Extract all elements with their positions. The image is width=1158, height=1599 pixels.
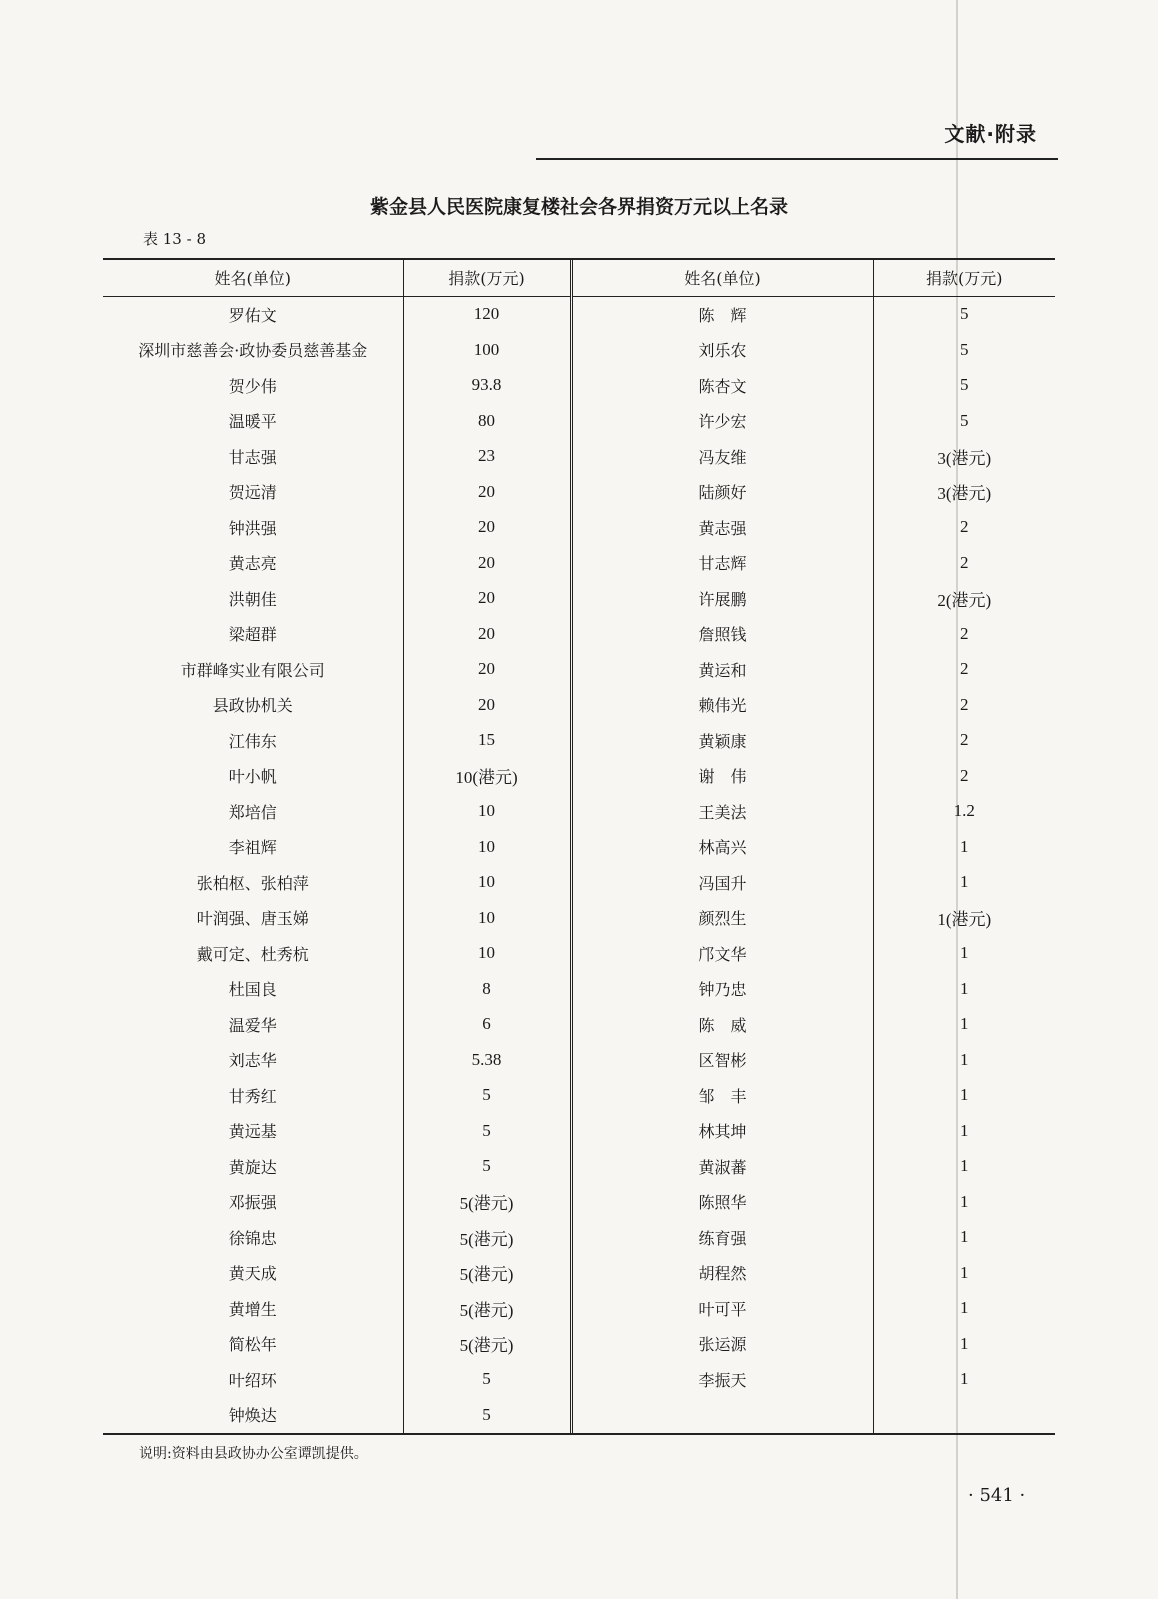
donation-amount-right: 1 bbox=[960, 1156, 969, 1176]
donor-name-right: 刘乐农 bbox=[571, 332, 873, 368]
donation-amount-left: 100 bbox=[403, 332, 571, 368]
donor-name-left: 深圳市慈善会·政协委员慈善基金 bbox=[103, 332, 403, 368]
donation-table-container bbox=[103, 258, 1055, 1435]
donation-amount-left: 5 bbox=[403, 1113, 571, 1149]
table-row bbox=[103, 1078, 1055, 1114]
donor-name-right: 詹照钱 bbox=[571, 616, 873, 652]
donor-name-left: 甘志强 bbox=[103, 439, 403, 475]
table-row bbox=[103, 403, 1055, 439]
donor-name-right: 林其坤 bbox=[571, 1113, 873, 1149]
donation-amount-right: 2 bbox=[960, 765, 969, 785]
donor-name-left: 李祖辉 bbox=[103, 829, 403, 865]
donation-amount-right: 2 bbox=[960, 623, 969, 643]
donor-name-right: 胡程然 bbox=[571, 1255, 873, 1291]
donor-name-right: 冯国升 bbox=[571, 865, 873, 901]
donor-name-right: 许展鹏 bbox=[571, 581, 873, 617]
table-row bbox=[103, 900, 1055, 936]
donation-amount-right: 3(港元) bbox=[937, 448, 992, 468]
donor-name-right: 陆颜好 bbox=[571, 474, 873, 510]
donor-name-left: 杜国良 bbox=[103, 971, 403, 1007]
donor-name-left: 市群峰实业有限公司 bbox=[103, 652, 403, 688]
donor-name-left: 洪朝佳 bbox=[103, 581, 403, 617]
donation-amount-left: 5(港元) bbox=[403, 1326, 571, 1362]
donation-amount-left: 5 bbox=[403, 1078, 571, 1114]
donation-amount-right: 5 bbox=[960, 304, 969, 324]
table-body bbox=[103, 296, 1055, 1433]
donation-amount-left: 5(港元) bbox=[403, 1291, 571, 1327]
donor-name-left: 戴可定、杜秀杭 bbox=[103, 936, 403, 972]
table-row bbox=[103, 1220, 1055, 1256]
donation-amount-left: 23 bbox=[403, 439, 571, 475]
donation-amount-right: 1(港元) bbox=[937, 910, 992, 930]
donor-name-left: 徐锦忠 bbox=[103, 1220, 403, 1256]
donor-name-right: 黄淑蕃 bbox=[571, 1149, 873, 1185]
table-row bbox=[103, 1362, 1055, 1398]
donor-name-left: 黄增生 bbox=[103, 1291, 403, 1327]
donor-name-left: 温爱华 bbox=[103, 1007, 403, 1043]
table-label: 表 13 - 8 bbox=[143, 230, 207, 248]
donor-name-left: 邓振强 bbox=[103, 1184, 403, 1220]
donor-name-right: 练育强 bbox=[571, 1220, 873, 1256]
donation-amount-right: 2 bbox=[960, 694, 969, 714]
donor-name-right: 陈照华 bbox=[571, 1184, 873, 1220]
donation-amount-right: 1 bbox=[960, 836, 969, 856]
donation-amount-right: 1 bbox=[960, 1014, 969, 1034]
donation-amount-right: 5 bbox=[960, 375, 969, 395]
donation-amount-left: 5 bbox=[403, 1362, 571, 1398]
donation-amount-right: 1 bbox=[960, 1227, 969, 1247]
donation-amount-right: 1.2 bbox=[953, 801, 975, 821]
donation-amount-right: 1 bbox=[960, 978, 969, 998]
table-row bbox=[103, 332, 1055, 368]
donation-amount-right: 1 bbox=[960, 1298, 969, 1318]
table-header-row bbox=[103, 260, 1055, 297]
table-row bbox=[103, 510, 1055, 546]
donation-amount-left: 80 bbox=[403, 403, 571, 439]
table-row bbox=[103, 439, 1055, 475]
donor-name-left: 钟洪强 bbox=[103, 510, 403, 546]
donation-amount-right: 2 bbox=[960, 730, 969, 750]
table-row bbox=[103, 1326, 1055, 1362]
table-row bbox=[103, 1184, 1055, 1220]
header-name-right: 姓名(单位) bbox=[571, 260, 873, 297]
table-row bbox=[103, 296, 1055, 332]
page-number: · 541 · bbox=[968, 1485, 1026, 1506]
donor-name-left: 江伟东 bbox=[103, 723, 403, 759]
donation-amount-left: 20 bbox=[403, 545, 571, 581]
donor-name-left: 张柏枢、张柏萍 bbox=[103, 865, 403, 901]
table-row bbox=[103, 474, 1055, 510]
donor-name-right: 钟乃忠 bbox=[571, 971, 873, 1007]
donor-name-left: 贺少伟 bbox=[103, 368, 403, 404]
table-row bbox=[103, 616, 1055, 652]
donor-name-right: 区智彬 bbox=[571, 1042, 873, 1078]
donation-amount-left: 5.38 bbox=[403, 1042, 571, 1078]
donor-name-left: 叶润强、唐玉娣 bbox=[103, 900, 403, 936]
donor-name-left: 梁超群 bbox=[103, 616, 403, 652]
donation-amount-left: 10 bbox=[403, 829, 571, 865]
donor-name-right bbox=[571, 1397, 873, 1433]
donation-amount-right: 1 bbox=[960, 1333, 969, 1353]
donation-amount-left: 10 bbox=[403, 900, 571, 936]
donor-name-right: 冯友维 bbox=[571, 439, 873, 475]
table-row bbox=[103, 687, 1055, 723]
donation-amount-right: 1 bbox=[960, 1191, 969, 1211]
donor-name-left: 罗佑文 bbox=[103, 296, 403, 332]
table-row bbox=[103, 545, 1055, 581]
donation-amount-left: 10 bbox=[403, 936, 571, 972]
donation-amount-right: 2 bbox=[960, 552, 969, 572]
donor-name-left: 郑培信 bbox=[103, 794, 403, 830]
donation-amount-right: 3(港元) bbox=[937, 484, 992, 504]
donor-name-left: 温暖平 bbox=[103, 403, 403, 439]
table-row bbox=[103, 1149, 1055, 1185]
donation-amount-left: 20 bbox=[403, 687, 571, 723]
donation-amount-left: 120 bbox=[403, 296, 571, 332]
donation-amount-right: 2 bbox=[960, 659, 969, 679]
table-row bbox=[103, 723, 1055, 759]
donation-amount-left: 10(港元) bbox=[403, 758, 571, 794]
donor-name-right: 赖伟光 bbox=[571, 687, 873, 723]
donor-name-right: 黄颖康 bbox=[571, 723, 873, 759]
donor-name-right: 张运源 bbox=[571, 1326, 873, 1362]
donation-amount-left: 5(港元) bbox=[403, 1184, 571, 1220]
donor-name-left: 钟焕达 bbox=[103, 1397, 403, 1433]
donor-name-left: 黄天成 bbox=[103, 1255, 403, 1291]
donation-amount-left: 5(港元) bbox=[403, 1255, 571, 1291]
donation-amount-right: 1 bbox=[960, 1262, 969, 1282]
table-row bbox=[103, 1291, 1055, 1327]
table-row bbox=[103, 936, 1055, 972]
table-row bbox=[103, 971, 1055, 1007]
donation-amount-left: 20 bbox=[403, 581, 571, 617]
table-row bbox=[103, 865, 1055, 901]
donation-amount-right: 1 bbox=[960, 1085, 969, 1105]
table-row bbox=[103, 794, 1055, 830]
donation-amount-right: 2 bbox=[960, 517, 969, 537]
donation-table bbox=[103, 260, 1055, 1433]
donation-amount-left: 10 bbox=[403, 794, 571, 830]
header-amount-left: 捐款(万元) bbox=[403, 260, 571, 297]
donor-name-right: 李振天 bbox=[571, 1362, 873, 1398]
donation-amount-right: 1 bbox=[960, 1120, 969, 1140]
donor-name-right: 陈 威 bbox=[571, 1007, 873, 1043]
donation-amount-left: 15 bbox=[403, 723, 571, 759]
donation-amount-right: 5 bbox=[960, 410, 969, 430]
header-name-left: 姓名(单位) bbox=[103, 260, 403, 297]
table-row bbox=[103, 581, 1055, 617]
donation-amount-right bbox=[873, 1397, 1055, 1433]
header-rule bbox=[536, 158, 1058, 160]
donor-name-left: 刘志华 bbox=[103, 1042, 403, 1078]
table-bottom-rule bbox=[103, 1433, 1055, 1435]
donor-name-left: 黄旋达 bbox=[103, 1149, 403, 1185]
donor-name-right: 邹 丰 bbox=[571, 1078, 873, 1114]
donor-name-right: 甘志辉 bbox=[571, 545, 873, 581]
donor-name-left: 县政协机关 bbox=[103, 687, 403, 723]
table-row bbox=[103, 1113, 1055, 1149]
donor-name-left: 简松年 bbox=[103, 1326, 403, 1362]
table-note: 说明:资料由县政协办公室谭凯提供。 bbox=[139, 1446, 368, 1462]
table-row bbox=[103, 1397, 1055, 1433]
donation-amount-right: 1 bbox=[960, 1049, 969, 1069]
donation-amount-right: 5 bbox=[960, 339, 969, 359]
table-row bbox=[103, 652, 1055, 688]
donor-name-left: 黄志亮 bbox=[103, 545, 403, 581]
donor-name-right: 陈 辉 bbox=[571, 296, 873, 332]
donor-name-right: 叶可平 bbox=[571, 1291, 873, 1327]
donor-name-right: 邝文华 bbox=[571, 936, 873, 972]
donation-amount-left: 20 bbox=[403, 474, 571, 510]
donation-amount-left: 5(港元) bbox=[403, 1220, 571, 1256]
donation-amount-left: 5 bbox=[403, 1397, 571, 1433]
donor-name-right: 颜烈生 bbox=[571, 900, 873, 936]
table-row bbox=[103, 1042, 1055, 1078]
donor-name-right: 王美法 bbox=[571, 794, 873, 830]
donor-name-left: 甘秀红 bbox=[103, 1078, 403, 1114]
donor-name-right: 谢 伟 bbox=[571, 758, 873, 794]
donor-name-left: 贺远清 bbox=[103, 474, 403, 510]
donation-amount-left: 20 bbox=[403, 652, 571, 688]
donor-name-right: 林高兴 bbox=[571, 829, 873, 865]
donor-name-right: 许少宏 bbox=[571, 403, 873, 439]
donation-amount-left: 5 bbox=[403, 1149, 571, 1185]
donation-amount-left: 8 bbox=[403, 971, 571, 1007]
table-row bbox=[103, 1255, 1055, 1291]
donor-name-right: 黄志强 bbox=[571, 510, 873, 546]
donor-name-left: 叶小帆 bbox=[103, 758, 403, 794]
donation-amount-left: 10 bbox=[403, 865, 571, 901]
donation-amount-left: 93.8 bbox=[403, 368, 571, 404]
donor-name-left: 黄远基 bbox=[103, 1113, 403, 1149]
running-header: 文献·附录 bbox=[944, 122, 1037, 146]
donation-amount-right: 2(港元) bbox=[937, 590, 992, 610]
donor-name-right: 陈杏文 bbox=[571, 368, 873, 404]
table-row bbox=[103, 1007, 1055, 1043]
donation-amount-left: 20 bbox=[403, 510, 571, 546]
donor-name-right: 黄运和 bbox=[571, 652, 873, 688]
header-amount-right: 捐款(万元) bbox=[873, 260, 1055, 297]
donation-amount-right: 1 bbox=[960, 872, 969, 892]
table-row bbox=[103, 368, 1055, 404]
table-row bbox=[103, 829, 1055, 865]
donation-amount-right: 1 bbox=[960, 943, 969, 963]
donation-amount-right: 1 bbox=[960, 1369, 969, 1389]
donation-amount-left: 20 bbox=[403, 616, 571, 652]
donation-amount-left: 6 bbox=[403, 1007, 571, 1043]
donor-name-left: 叶绍环 bbox=[103, 1362, 403, 1398]
table-row bbox=[103, 758, 1055, 794]
page-title: 紫金县人民医院康复楼社会各界捐资万元以上名录 bbox=[369, 196, 788, 218]
